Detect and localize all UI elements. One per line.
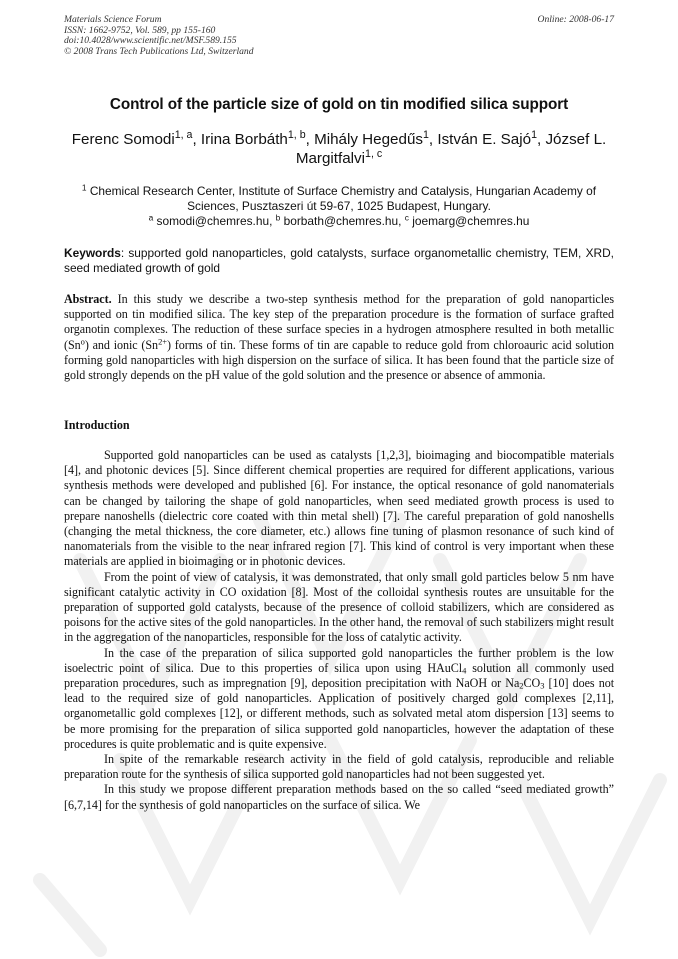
email-line: $^a$ somodi@chemres.hu, $^b$ borbath@chemres.hu, $^c$ joemarg@chemres.hu — [148, 212, 530, 228]
keywords-label: Keywords — [64, 246, 121, 260]
paragraph: In the case of the preparation of silica supported gold nanoparticles the further problem is the low isoelectric point of silica. Due to this properties of silica upon using HAuCl$_4$ solution all commonly used preparation procedures, such as impregnation [9], deposition precipitation with NaOH or $Na_2CO_3$ [10] does not lead to the required size of gold nanoparticles. Application of positively charged gold complexes [2,11], organometallic gold complexes [12], or different methods, such as solvated metal atom dispersion [13] seems to be more promising for the preparation of silica supported gold nanoparticles, however the adaptation of these procedures is quite problematic and is quite expensive. — [64, 645, 615, 751]
affiliation — [58, 184, 620, 228]
paragraph: In spite of the remarkable research activity in the field of gold catalysis, reproducible and reliable preparation route for the synthesis of silica supported gold nanoparticles had not been suggested yet. — [64, 752, 614, 782]
journal-header — [64, 15, 254, 57]
author: István E. Sajó$^1$, — [437, 129, 546, 148]
abstract-label: Abstract. — [64, 292, 112, 306]
paper-title: Control of the particle size of gold on tin modified silica support — [109, 96, 569, 113]
section-heading-introduction: Introduction — [64, 418, 130, 432]
paragraph: Supported gold nanoparticles can be used as catalysts [1,2,3], bioimaging and biocompatible materials [4], and photonic devices [5]. Since different chemical properties are required for different applications, various synthesis methods were developed and published [6]. For instance, the optical resonance of gold nanomaterials can be changed by tailoring the shape of gold nanoparticles, when seed mediated growth process is used to prepare nanoshells (dielectric core coated with thin metal shell) [7]. The careful preparation of gold nanoshells (changing the metal thickness, the core diameter, etc.) allows fine tuning of plasmon resonance of such kind of nanomaterials from the visible to the near infrared region [7]. This kind of control is very important when these materials are applied in bioimaging or in photonic devices. — [64, 448, 614, 569]
abstract: Abstract. In this study we describe a two-step synthesis method for the preparation of gold nanoparticles supported on tin modified silica. The key step of the preparation procedure is the formation of surface grafted organotin complexes. The reduction of these surface species in a hydrogen atmosphere resulted in both metallic (Sn$^o$) and ionic $(Sn^{2+})$ forms of tin. These forms of tin are capable to reduce gold from chloroauric acid solution forming gold nanoparticles with high dispersion on the surface of silica. It has been found that the particle size of gold strongly depends on the pH value of the gold solution and the presence or absence of ammonia. — [64, 292, 614, 383]
copyright-line: © 2008 Trans Tech Publications Ltd, Switzerland — [64, 45, 254, 57]
journal-name: Materials Science Forum — [64, 14, 162, 25]
author: Mihály Hegedűs$^1$, — [314, 129, 438, 148]
affiliation-address: $^1$ Chemical Research Center, Institute of Surface Chemistry and Catalysis, Hungarian Academy of Sciences, Pusztaszeri út 59-67, 1025 Budapest, Hungary. — [81, 182, 597, 213]
online-date: Online: 2008-06-17 — [537, 14, 614, 25]
keywords-text: : supported gold nanoparticles, gold catalysts, surface organometallic chemistry, TEM, XRD, seed mediated growth of gold — [64, 246, 614, 275]
author: Irina Borbáth$^{1, b}$, — [200, 129, 315, 148]
issn-line: ISSN: 1662-9752, Vol. 589, pp 155-160 — [64, 24, 216, 36]
author: Ferenc Somodi$^{1, a}$, — [71, 129, 201, 148]
introduction-body — [64, 448, 614, 813]
paragraph: In this study we propose different preparation methods based on the so called “seed mediated growth” [6,7,14] for the synthesis of gold nanoparticles on the surface of silica. We — [64, 782, 614, 812]
keywords — [64, 246, 614, 275]
paragraph: From the point of view of catalysis, it was demonstrated, that only small gold particles below 5 nm have significant catalytic activity in CO oxidation [8]. Most of the colloidal synthesis routes are unsuitable for the preparation of supported gold catalysts, because of the presence of colloid stabilizers, which are considered as poisons for the active sites of the gold nanoparticles. In the other hand, the removal of such stabilizers might result in the aggregation of the nanoparticles, responsible for the loss of catalytic activity. — [64, 569, 614, 645]
doi-line: doi:10.4028/www.scientific.net/MSF.589.155 — [64, 35, 237, 47]
author-list — [58, 130, 620, 168]
author: József L. Margitfalvi$^{1, c}$ — [295, 131, 607, 167]
